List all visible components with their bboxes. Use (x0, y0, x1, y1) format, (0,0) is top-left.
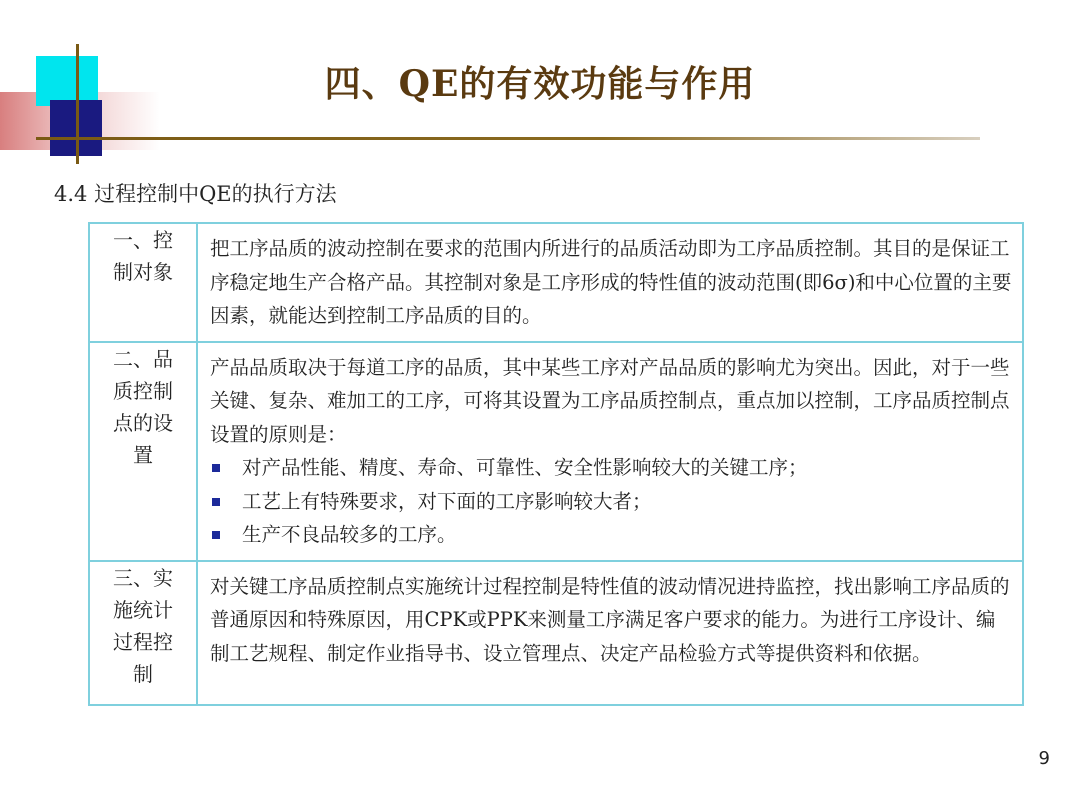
qe-method-table (88, 222, 1024, 706)
label-line: 一、控 (113, 228, 173, 252)
row-label (89, 342, 197, 561)
content-paragraph: 产品品质取决于每道工序的品质，其中某些工序对产品品质的影响尤为突出。因此，对于一些关键、复杂、难加工的工序，可将其设置为工序品质控制点，重点加以控制，工序品质控制点设置的原则是： (210, 355, 1010, 446)
square-bullet-icon (212, 464, 220, 472)
label-line: 点的设 (113, 410, 173, 435)
bullet-text: 对产品性能、精度、寿命、可靠性、安全性影响较大的关键工序； (242, 456, 808, 479)
bullet-item (210, 518, 1012, 552)
content-paragraph: 对关键工序品质控制点实施统计过程控制是特性值的波动情况进持监控，找出影响工序品质的普通原因和特殊原因，用CPK或PPK来测量工序满足客户要求的能力。为进行工序设计、编制工艺规程、制定作业指导书、设立管理点、决定产品检验方式等提供资料和依据。 (210, 574, 1010, 665)
table-row (89, 223, 1023, 342)
row-content (197, 342, 1023, 561)
table-row (89, 342, 1023, 561)
content-paragraph: 把工序品质的波动控制在要求的范围内所进行的品质活动即为工序品质控制。其目的是保证工序稳定地生产合格产品。其控制对象是工序形成的特性值的波动范围(即6σ)和中心位置的主要因素，就能达到控制工序品质的目的。 (210, 237, 1012, 327)
label-line: 三、实 (113, 565, 173, 590)
slide-title: 四、QE的有效功能与作用 (324, 63, 756, 105)
label-line: 过程控 (113, 629, 173, 654)
label-line: 置 (133, 442, 153, 467)
label-line: 质控制 (113, 378, 173, 403)
bullet-item (210, 485, 1012, 519)
square-bullet-icon (212, 498, 220, 506)
bullet-item (210, 451, 1012, 485)
table-row (89, 561, 1023, 705)
label-line: 制 (133, 661, 153, 686)
row-label (89, 561, 197, 705)
row-content (197, 561, 1023, 705)
decoration-horizontal-line (36, 137, 980, 140)
section-subtitle: 4.4 过程控制中QE的执行方法 (54, 182, 337, 206)
bullet-text: 工艺上有特殊要求，对下面的工序影响较大者； (242, 489, 652, 513)
label-line: 制对象 (113, 260, 173, 284)
row-label (89, 223, 197, 342)
square-bullet-icon (212, 531, 220, 539)
label-line: 施统计 (113, 597, 173, 622)
label-line: 二、品 (113, 346, 173, 371)
page-number: 9 (1038, 748, 1050, 769)
bullet-text: 生产不良品较多的工序。 (242, 523, 457, 546)
row-content (197, 223, 1023, 342)
